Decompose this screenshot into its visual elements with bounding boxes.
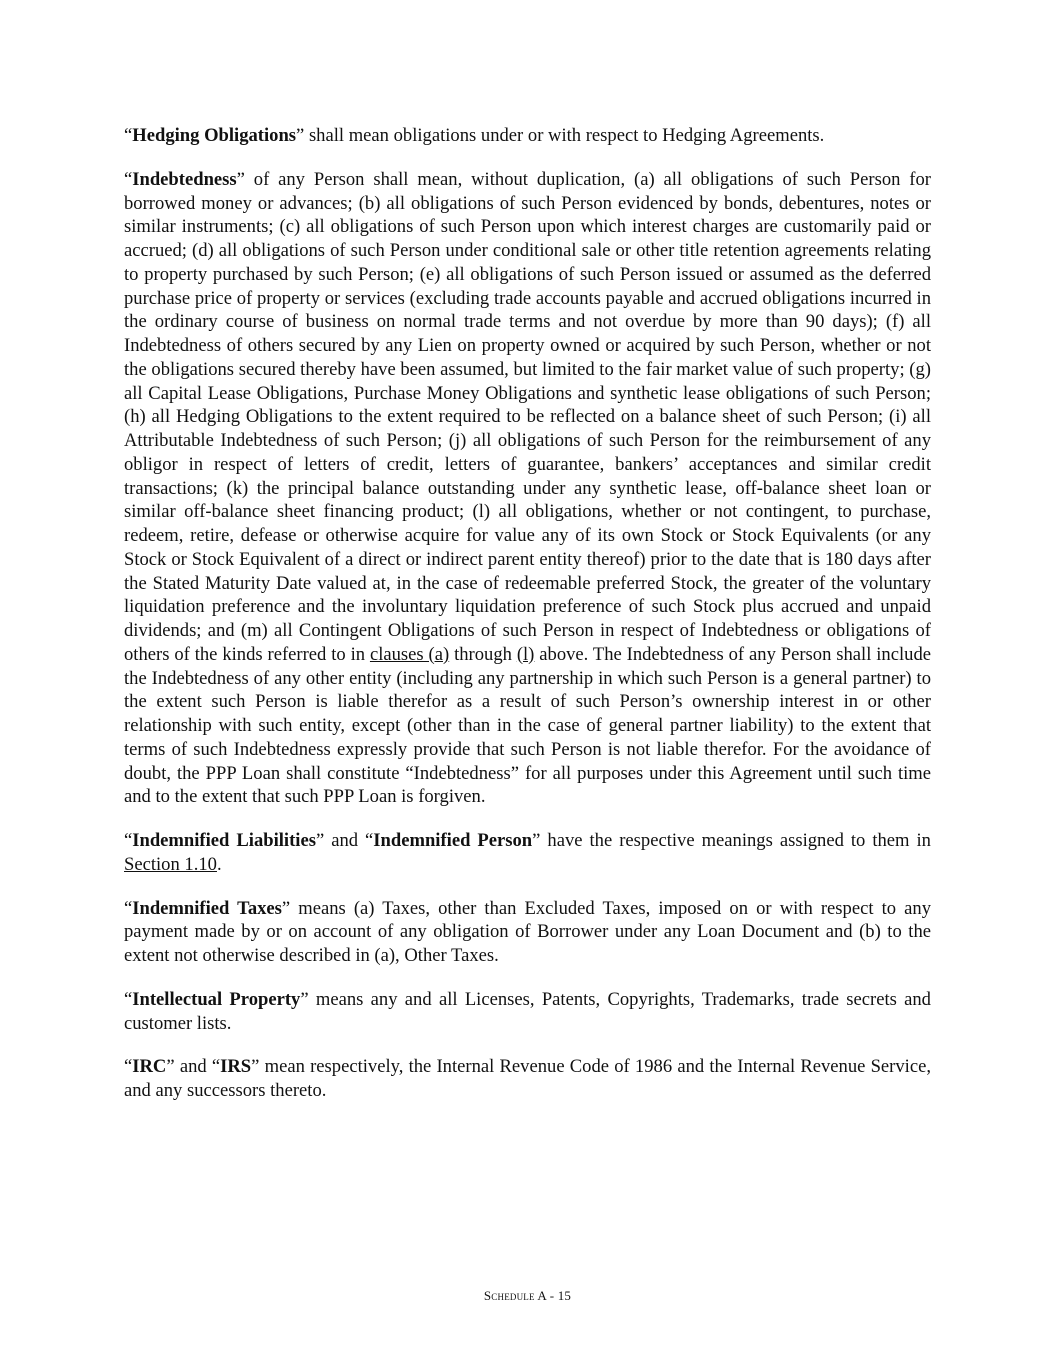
open-quote: “ [124, 988, 133, 1010]
definition-text: ” shall mean obligations under or with respect to Hedging Agreements. [296, 125, 825, 146]
definition-indemnified-liabilities [124, 829, 931, 877]
open-quote: “ [124, 830, 133, 851]
open-quote: “ [124, 125, 133, 146]
cross-reference-clause-l[interactable]: (l) [516, 643, 535, 665]
open-quote: “ [124, 1056, 133, 1078]
cross-reference-clause-a[interactable]: clauses (a) [369, 643, 450, 665]
definition-indemnified-taxes [124, 897, 931, 968]
defined-term: Indemnified Liabilities [132, 830, 316, 851]
defined-term: Indebtedness [132, 168, 237, 190]
definition-indebtedness [124, 168, 931, 809]
definition-text: ” have the respective meanings assigned to them in [532, 830, 931, 851]
open-quote: “ [124, 168, 133, 190]
defined-term: IRS [220, 1056, 252, 1078]
definition-text: ” mean respectively, the Internal Revenue Code of 1986 and the Internal Revenue Service, and any successors thereto. [124, 1056, 931, 1101]
defined-term: Indemnified Person [373, 830, 533, 851]
defined-term: Intellectual Property [132, 988, 301, 1010]
definition-intellectual-property [124, 988, 931, 1036]
definition-text: ” means any and all Licenses, Patents, Copyrights, Trademarks, trade secrets and customer lists. [124, 988, 931, 1034]
definition-irc-irs [124, 1055, 931, 1103]
definition-text: ” and “ [166, 1056, 221, 1078]
cross-reference-section-1-10[interactable]: Section 1.10 [124, 853, 217, 875]
open-quote: “ [124, 897, 133, 919]
definition-text: ” means (a) Taxes, other than Excluded Taxes, imposed on or with respect to any payment made by or on account of any obligation of Borrower under any Loan Document and (b) to the extent not otherwise described in (a), Other Taxes. [124, 897, 931, 966]
definition-text: through [449, 643, 517, 665]
definition-text: above. The Indebtedness of any Person shall include the Indebtedness of any other entity (including any partnership in which such Person is a general partner) to the extent such Person is liable therefor as a result of such Person’s ownership interest in or other relationship with such entity, except (other than in the case of general partner liability) to the extent that terms of such Indebtedness expressly provide that such Person is not liable therefor. For the avoidance of doubt, the PPP Loan shall constitute “Indebtedness” for all purposes under this Agreement until such time and to the extent that such PPP Loan is forgiven. [124, 643, 931, 808]
document-body [124, 124, 931, 1123]
definition-text: . [216, 853, 222, 875]
definition-hedging-obligations [124, 124, 931, 148]
page-footer: Schedule A - 15 [483, 1288, 572, 1303]
defined-term: Hedging Obligations [132, 125, 297, 146]
defined-term: IRC [132, 1056, 167, 1078]
defined-term: Indemnified Taxes [132, 897, 282, 919]
definition-text: ” and “ [315, 830, 374, 851]
definition-text: ” of any Person shall mean, without duplication, (a) all obligations of such Person for borrowed money or advances; (b) all obligations of such Person evidenced by bonds, debentures, notes or similar instruments; (c) all obligations of such Person upon which interest charges are customarily paid or accrued; (d) all obligations of such Person under conditional sale or other title retention agreements relating to property purchased by such Person; (e) all obligations of such Person issued or assumed as the deferred purchase price of property or services (excluding trade accounts payable and accrued obligations incurred in the ordinary course of business on normal trade terms and not overdue by more than 90 days); (f) all Indebtedness of others secured by any Lien on property owned or acquired by such Person, whether or not the obligations secured thereby have been assumed, but limited to the fair market value of such property; (g) all Capital Lease Obligations, Purchase Money Obligations and synthetic lease obligations of such Person; (h) all Hedging Obligations to the extent required to be reflected on a balance sheet of such Person; (i) all Attributable Indebtedness of such Person; (j) all obligations of such Person for the reimbursement of any obligor in respect of letters of credit, letters of guarantee, bankers’ acceptances and similar credit transactions; (k) the principal balance outstanding under any synthetic lease, off-balance sheet loan or similar off-balance sheet financing product; (l) all obligations, whether or not contingent, to purchase, redeem, retire, defease or otherwise acquire for value any of its own Stock or Stock Equivalents (or any Stock or Stock Equivalent of a direct or indirect parent entity thereof) prior to the date that is 180 days after the Stated Maturity Date valued at, in the case of redeemable preferred Stock, the greater of the voluntary liquidation preference and the involuntary liquidation preference of such Stock plus accrued and unpaid dividends; and (m) all Contingent Obligations of such Person in respect of Indebtedness or obligations of others of the kinds referred to in [124, 168, 931, 665]
